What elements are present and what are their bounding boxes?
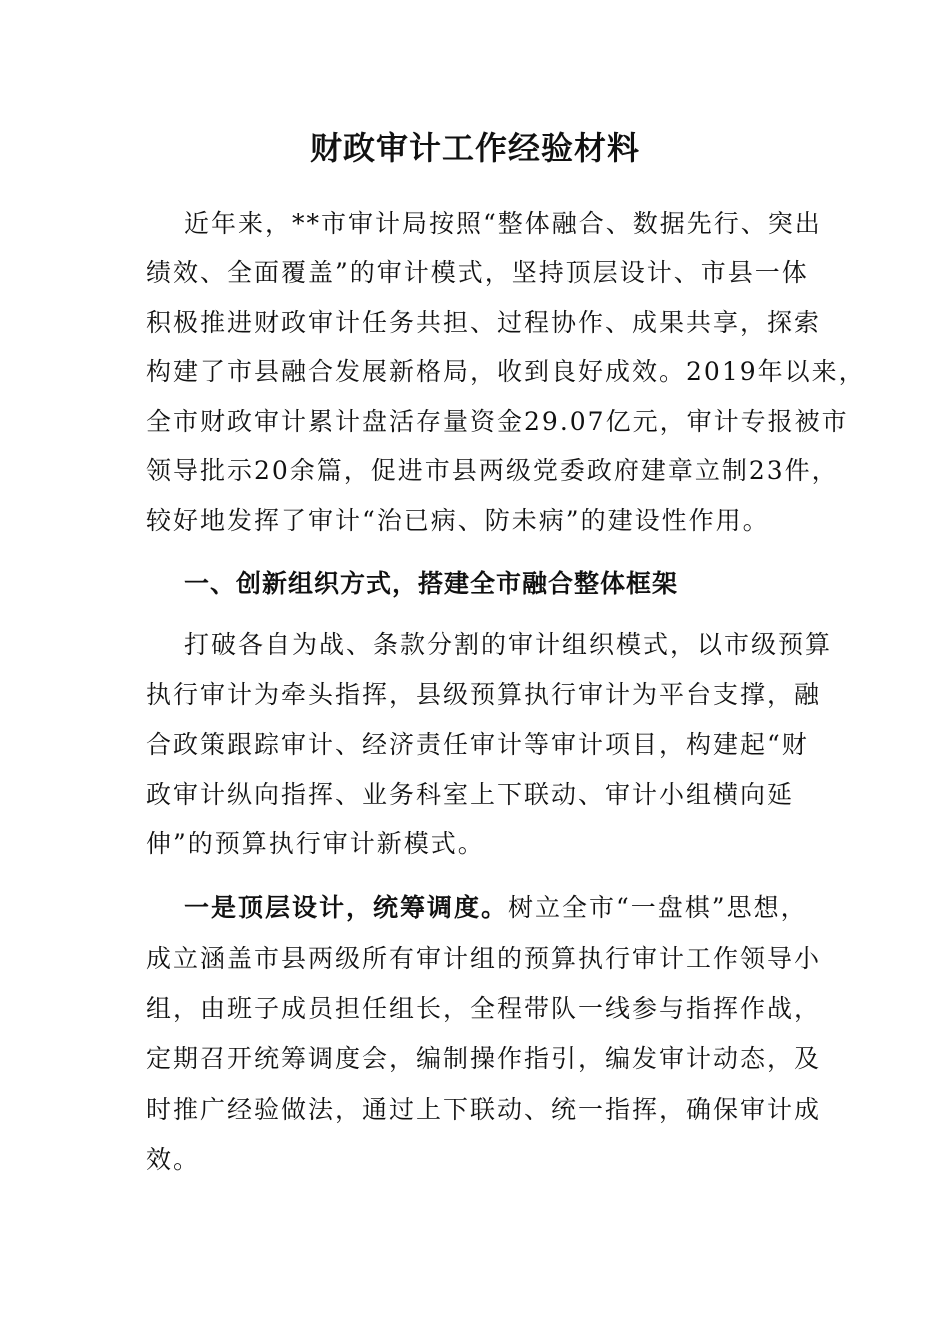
intro-line: 积极推进财政审计任务共担、过程协作、成果共享，探索	[146, 308, 822, 337]
point-paragraph-line: 组，由班子成员担任组长，全程带队一线参与指挥作战，	[146, 994, 822, 1023]
point-text: 树立全市“一盘棋”思想，	[508, 893, 808, 922]
section-paragraph-line: 打破各自为战、条款分割的审计组织模式，以市级预算	[184, 630, 833, 659]
intro-line: 构建了市县融合发展新格局，收到良好成效。2019年以来，	[146, 357, 866, 386]
intro-line: 全市财政审计累计盘活存量资金29.07亿元，审计专报被市	[146, 407, 849, 436]
section-paragraph-line: 政审计纵向指挥、业务科室上下联动、审计小组横向延	[146, 780, 795, 809]
intro-line: 绩效、全面覆盖”的审计模式，坚持顶层设计、市县一体	[146, 258, 809, 287]
point-paragraph-line: 效。	[146, 1145, 201, 1174]
point-lead: 一是顶层设计，统筹调度。	[184, 893, 509, 922]
point-paragraph-line: 成立涵盖市县两级所有审计组的预算执行审计工作领导小	[146, 944, 822, 973]
section-paragraph-line: 伸”的预算执行审计新模式。	[146, 829, 485, 858]
intro-line: 领导批示20余篇，促进市县两级党委政府建章立制23件，	[146, 456, 839, 485]
section-paragraph-line: 合政策跟踪审计、经济责任审计等审计项目，构建起“财	[146, 730, 809, 759]
intro-line: 较好地发挥了审计“治已病、防未病”的建设性作用。	[146, 506, 770, 535]
point-paragraph-line	[184, 883, 808, 933]
point-paragraph-line: 时推广经验做法，通过上下联动、统一指挥，确保审计成	[146, 1095, 822, 1124]
section-heading: 一、创新组织方式，搭建全市融合整体框架	[184, 569, 679, 598]
point-paragraph-line: 定期召开统筹调度会，编制操作指引，编发审计动态，及	[146, 1044, 822, 1073]
section-paragraph-line: 执行审计为牵头指挥，县级预算执行审计为平台支撑，融	[146, 680, 822, 709]
document-title: 财政审计工作经验材料	[309, 129, 640, 167]
intro-line: 近年来，**市审计局按照“整体融合、数据先行、突出	[184, 209, 822, 238]
